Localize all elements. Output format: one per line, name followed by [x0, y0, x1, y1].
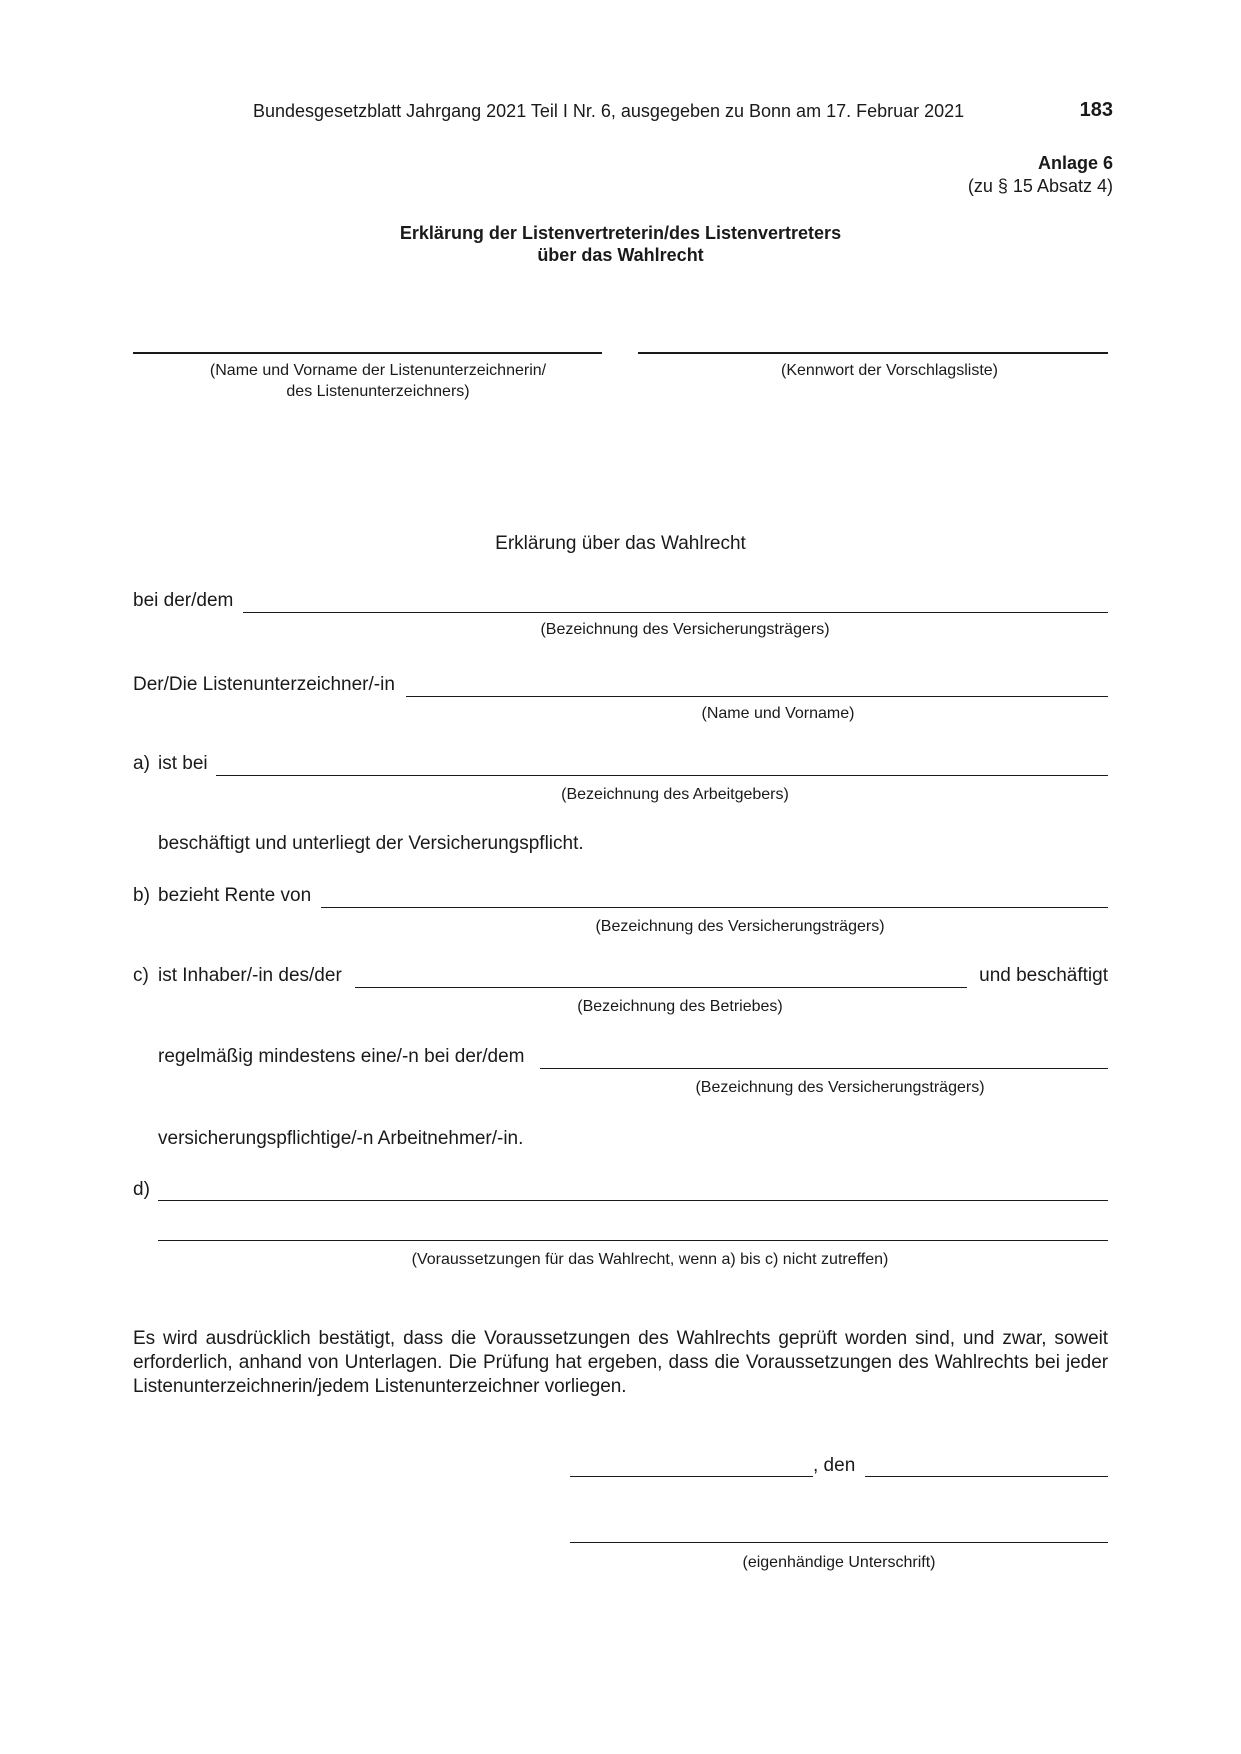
item-c-marker: c) — [133, 965, 149, 986]
signer-name-caption: (Name und Vorname) — [701, 705, 855, 722]
item-c2-label: regelmäßig mindestens eine/-n bei der/dem — [158, 1046, 525, 1067]
insurer-caption: (Bezeichnung des Versicherungsträgers) — [540, 621, 830, 638]
signature-field-line[interactable] — [570, 1542, 1108, 1543]
annex-reference: (zu § 15 Absatz 4) — [967, 176, 1113, 196]
item-b-marker: b) — [133, 885, 150, 906]
pension-insurer-field-line[interactable] — [321, 907, 1108, 908]
document-title-line1: Erklärung der Listenvertreterin/des Listenvertreters — [399, 223, 842, 243]
listsigner-name-line[interactable] — [133, 352, 602, 354]
item-b-label: bezieht Rente von — [158, 885, 312, 906]
list-keyword-line[interactable] — [638, 352, 1108, 354]
listsigner-name-caption: (Name und Vorname der Listenunterzeichnerin/ des Listenunterzeichners) — [209, 362, 547, 400]
requirements-field-line-1[interactable] — [158, 1200, 1108, 1201]
page-number: 183 — [1079, 99, 1113, 121]
item-a-marker: a) — [133, 753, 150, 774]
insurer-field-line[interactable] — [243, 612, 1108, 613]
signer-name-field-line[interactable] — [406, 696, 1108, 697]
date-separator: , den — [813, 1455, 856, 1476]
signature-caption: (eigenhändige Unterschrift) — [742, 1554, 936, 1571]
item-c-suffix: und beschäftigt — [979, 965, 1108, 986]
signer-label: Der/Die Listenunterzeichner/-in — [133, 674, 395, 695]
list-keyword-caption: (Kennwort der Vorschlagsliste) — [781, 362, 998, 379]
confirmation-text: Es wird ausdrücklich bestätigt, dass die Voraussetzungen des Wahlrechts geprüft worden sind, und zwar, soweit erforderlich, anhand von Unterlagen. Die Prüfung hat ergeben, dass die Voraussetzungen des Wahlrechts bei jeder Listenunterzeichnerin/jedem Listenunterzeichner vorliegen. — [133, 1328, 1108, 1397]
employee-insurer-caption: (Bezeichnung des Versicherungsträgers) — [695, 1079, 985, 1096]
section-heading: Erklärung über das Wahlrecht — [495, 533, 746, 554]
document-title-line2: über das Wahlrecht — [537, 245, 704, 265]
insurer-label: bei der/dem — [133, 590, 234, 611]
employee-insurer-field-line[interactable] — [540, 1068, 1108, 1069]
item-a-label: ist bei — [158, 753, 208, 774]
date-field-line[interactable] — [865, 1476, 1108, 1477]
pension-insurer-caption: (Bezeichnung des Versicherungsträgers) — [595, 918, 885, 935]
requirements-caption: (Voraussetzungen für das Wahlrecht, wenn a) bis c) nicht zutreffen) — [411, 1251, 889, 1268]
business-caption: (Bezeichnung des Betriebes) — [577, 998, 783, 1015]
employer-field-line[interactable] — [216, 775, 1108, 776]
item-c-continuation: versicherungspflichtige/-n Arbeitnehmer/-in. — [158, 1128, 524, 1149]
item-d-marker: d) — [133, 1179, 150, 1200]
business-field-line[interactable] — [355, 987, 967, 988]
requirements-field-line-2[interactable] — [158, 1240, 1108, 1241]
running-title: Bundesgesetzblatt Jahrgang 2021 Teil I Nr. 6, ausgegeben zu Bonn am 17. Februar 2021 — [253, 101, 965, 121]
employer-caption: (Bezeichnung des Arbeitgebers) — [561, 786, 789, 803]
annex-label: Anlage 6 — [1037, 153, 1113, 173]
place-field-line[interactable] — [570, 1476, 813, 1477]
item-a-continuation: beschäftigt und unterliegt der Versicherungspflicht. — [158, 833, 584, 854]
item-c-label: ist Inhaber/-in des/der — [158, 965, 342, 986]
